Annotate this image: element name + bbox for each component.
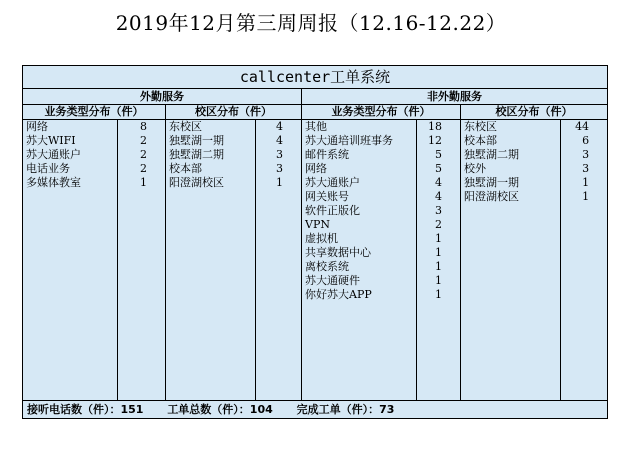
table-row xyxy=(23,330,608,344)
non-biz-label-cell: 苏大通账户 xyxy=(302,176,417,190)
ext-campus-label-cell xyxy=(166,246,256,260)
table-row xyxy=(23,232,608,246)
non-biz-count-cell: 4 xyxy=(417,190,461,204)
ext-biz-label-cell xyxy=(23,344,118,358)
table-row xyxy=(23,260,608,274)
table-row xyxy=(23,120,608,135)
ext-biz-count-cell: 8 xyxy=(118,120,166,135)
ext-campus-count-cell xyxy=(256,316,302,330)
ext-biz-count-cell xyxy=(118,386,166,401)
table-row xyxy=(23,176,608,190)
non-biz-label-cell xyxy=(302,316,417,330)
ext-biz-count-cell xyxy=(118,288,166,302)
ext-campus-label-cell: 独墅湖二期 xyxy=(166,148,256,162)
ext-biz-count-cell: 2 xyxy=(118,162,166,176)
ext-biz-label-cell: 苏大通账户 xyxy=(23,148,118,162)
non-campus-count-cell xyxy=(561,232,608,246)
ext-campus-count-cell: 4 xyxy=(256,120,302,135)
non-campus-count-cell xyxy=(561,316,608,330)
non-campus-count-cell: 1 xyxy=(561,190,608,204)
non-biz-label-cell: 共享数据中心 xyxy=(302,246,417,260)
table-row xyxy=(23,344,608,358)
non-campus-count-cell: 6 xyxy=(561,134,608,148)
ext-campus-label-cell: 校本部 xyxy=(166,162,256,176)
ext-campus-label-cell xyxy=(166,204,256,218)
ext-biz-label-cell: 苏大WIFI xyxy=(23,134,118,148)
ext-campus-label-cell: 阳澄湖校区 xyxy=(166,176,256,190)
ext-biz-label-cell xyxy=(23,218,118,232)
non-campus-count-cell xyxy=(561,260,608,274)
ext-campus-label-cell xyxy=(166,232,256,246)
table-row xyxy=(23,190,608,204)
tickets-completed: 完成工单（件）：73 xyxy=(296,403,395,416)
non-biz-count-cell: 5 xyxy=(417,148,461,162)
ext-campus-label-cell xyxy=(166,302,256,316)
ticket-total: 工单总数（件）：104 xyxy=(167,403,273,416)
non-biz-label-cell xyxy=(302,302,417,316)
non-biz-count-cell: 12 xyxy=(417,134,461,148)
non-biz-count-cell xyxy=(417,302,461,316)
group-non-external-header: 非外勤服务 xyxy=(302,89,608,105)
non-campus-label-cell xyxy=(461,288,561,302)
non-campus-label-cell: 校外 xyxy=(461,162,561,176)
non-campus-label-cell xyxy=(461,330,561,344)
table-row xyxy=(23,204,608,218)
ext-biz-label-cell xyxy=(23,302,118,316)
ext-biz-count-cell xyxy=(118,190,166,204)
non-campus-label-cell xyxy=(461,232,561,246)
non-biz-label-cell: VPN xyxy=(302,218,417,232)
ext-campus-label-cell: 独墅湖一期 xyxy=(166,134,256,148)
ext-biz-label-cell xyxy=(23,232,118,246)
non-campus-label-cell xyxy=(461,218,561,232)
ext-campus-label-cell xyxy=(166,358,256,372)
non-campus-count-cell xyxy=(561,302,608,316)
ext-campus-count-cell xyxy=(256,302,302,316)
ext-biz-count-cell xyxy=(118,316,166,330)
non-biz-label-cell: 虚拟机 xyxy=(302,232,417,246)
table-row xyxy=(23,386,608,401)
non-campus-count-cell: 44 xyxy=(561,120,608,135)
non-biz-label-cell xyxy=(302,386,417,401)
non-campus-count-cell xyxy=(561,246,608,260)
non-biz-count-cell: 1 xyxy=(417,288,461,302)
non-campus-count-cell xyxy=(561,358,608,372)
non-biz-count-cell xyxy=(417,344,461,358)
ext-biz-label-cell xyxy=(23,260,118,274)
table-row xyxy=(23,302,608,316)
ext-campus-label-cell xyxy=(166,330,256,344)
non-campus-label-cell: 阳澄湖校区 xyxy=(461,190,561,204)
non-biz-count-cell xyxy=(417,316,461,330)
ext-campus-label-cell xyxy=(166,260,256,274)
ext-biz-label-cell xyxy=(23,190,118,204)
non-campus-count-cell xyxy=(561,218,608,232)
table-row xyxy=(23,246,608,260)
ext-campus-header: 校区分布（件） xyxy=(166,105,302,120)
non-biz-count-cell xyxy=(417,372,461,386)
non-biz-count-cell xyxy=(417,358,461,372)
ext-biz-count-cell xyxy=(118,260,166,274)
ticket-summary-table xyxy=(22,65,608,419)
ext-campus-count-cell xyxy=(256,358,302,372)
non-biz-count-cell: 4 xyxy=(417,176,461,190)
ext-campus-count-cell: 4 xyxy=(256,134,302,148)
ext-campus-count-cell xyxy=(256,218,302,232)
non-campus-label-cell: 校本部 xyxy=(461,134,561,148)
ext-biz-count-cell: 2 xyxy=(118,134,166,148)
non-campus-count-cell xyxy=(561,372,608,386)
ext-campus-count-cell xyxy=(256,330,302,344)
ext-campus-count-cell: 3 xyxy=(256,162,302,176)
non-campus-count-cell: 3 xyxy=(561,162,608,176)
system-header: callcenter工单系统 xyxy=(23,66,608,89)
ext-campus-count-cell xyxy=(256,246,302,260)
table-row xyxy=(23,274,608,288)
ext-campus-label-cell xyxy=(166,344,256,358)
group-external-header: 外勤服务 xyxy=(23,89,302,105)
ext-biz-label-cell xyxy=(23,246,118,260)
non-biz-label-cell: 苏大通培训班事务 xyxy=(302,134,417,148)
non-campus-label-cell xyxy=(461,204,561,218)
ext-campus-count-cell xyxy=(256,204,302,218)
ext-campus-count-cell xyxy=(256,260,302,274)
non-campus-label-cell xyxy=(461,316,561,330)
ext-biz-count-cell xyxy=(118,274,166,288)
ext-campus-label-cell xyxy=(166,190,256,204)
ext-campus-label-cell xyxy=(166,274,256,288)
ext-campus-count-cell xyxy=(256,190,302,204)
non-biz-count-cell xyxy=(417,386,461,401)
table-row xyxy=(23,148,608,162)
ext-biz-label-cell xyxy=(23,316,118,330)
ext-biz-type-header: 业务类型分布（件） xyxy=(23,105,166,120)
ext-biz-count-cell: 2 xyxy=(118,148,166,162)
ext-biz-label-cell xyxy=(23,274,118,288)
ext-campus-count-cell: 3 xyxy=(256,148,302,162)
non-biz-count-cell xyxy=(417,330,461,344)
calls-count: 接听电话数（件）：151 xyxy=(27,403,144,416)
non-biz-type-header: 业务类型分布（件） xyxy=(302,105,461,120)
table-row xyxy=(23,218,608,232)
table-row xyxy=(23,134,608,148)
non-biz-label-cell: 苏大通硬件 xyxy=(302,274,417,288)
non-biz-label-cell: 邮件系统 xyxy=(302,148,417,162)
ext-campus-count-cell xyxy=(256,344,302,358)
ext-biz-count-cell xyxy=(118,204,166,218)
non-campus-count-cell xyxy=(561,344,608,358)
ext-biz-count-cell xyxy=(118,218,166,232)
summary-footer xyxy=(23,401,608,419)
table-row xyxy=(23,162,608,176)
ext-campus-count-cell: 1 xyxy=(256,176,302,190)
ext-campus-count-cell xyxy=(256,288,302,302)
non-campus-label-cell xyxy=(461,274,561,288)
non-biz-count-cell: 5 xyxy=(417,162,461,176)
non-campus-count-cell xyxy=(561,330,608,344)
ext-campus-count-cell xyxy=(256,232,302,246)
table-row xyxy=(23,288,608,302)
non-biz-count-cell: 1 xyxy=(417,246,461,260)
ext-biz-label-cell xyxy=(23,204,118,218)
non-campus-count-cell xyxy=(561,274,608,288)
ext-biz-label-cell xyxy=(23,386,118,401)
non-biz-label-cell xyxy=(302,358,417,372)
non-biz-count-cell: 18 xyxy=(417,120,461,135)
ext-biz-label-cell: 多媒体教室 xyxy=(23,176,118,190)
non-biz-count-cell: 1 xyxy=(417,260,461,274)
ext-biz-count-cell xyxy=(118,330,166,344)
ext-campus-count-cell xyxy=(256,386,302,401)
non-campus-count-cell xyxy=(561,288,608,302)
report-title: 2019年12月第三周周报（12.16-12.22） xyxy=(115,11,507,35)
non-campus-label-cell: 独墅湖一期 xyxy=(461,176,561,190)
table-row xyxy=(23,316,608,330)
ext-biz-count-cell xyxy=(118,302,166,316)
non-biz-label-cell: 软件正版化 xyxy=(302,204,417,218)
ext-campus-label-cell xyxy=(166,386,256,401)
non-campus-header: 校区分布（件） xyxy=(461,105,608,120)
non-campus-label-cell xyxy=(461,344,561,358)
ext-campus-count-cell xyxy=(256,274,302,288)
ext-biz-count-cell xyxy=(118,232,166,246)
non-biz-count-cell: 1 xyxy=(417,232,461,246)
non-biz-label-cell: 你好苏大APP xyxy=(302,288,417,302)
non-campus-label-cell xyxy=(461,302,561,316)
non-campus-count-cell xyxy=(561,386,608,401)
non-biz-label-cell: 网关账号 xyxy=(302,190,417,204)
ext-biz-label-cell xyxy=(23,330,118,344)
non-campus-label-cell: 独墅湖二期 xyxy=(461,148,561,162)
non-biz-label-cell: 网络 xyxy=(302,162,417,176)
ext-campus-label-cell xyxy=(166,288,256,302)
non-biz-label-cell: 离校系统 xyxy=(302,260,417,274)
ext-campus-label-cell xyxy=(166,316,256,330)
table-row xyxy=(23,372,608,386)
ext-campus-count-cell xyxy=(256,372,302,386)
table-row xyxy=(23,358,608,372)
ext-biz-label-cell: 网络 xyxy=(23,120,118,135)
ext-campus-label-cell xyxy=(166,218,256,232)
non-campus-label-cell xyxy=(461,358,561,372)
non-biz-count-cell: 2 xyxy=(417,218,461,232)
ext-biz-count-cell xyxy=(118,246,166,260)
non-campus-count-cell: 3 xyxy=(561,148,608,162)
non-biz-label-cell: 其他 xyxy=(302,120,417,135)
non-campus-label-cell: 东校区 xyxy=(461,120,561,135)
non-campus-count-cell xyxy=(561,204,608,218)
non-campus-count-cell: 1 xyxy=(561,176,608,190)
non-biz-label-cell xyxy=(302,330,417,344)
non-campus-label-cell xyxy=(461,386,561,401)
ext-campus-label-cell xyxy=(166,372,256,386)
non-campus-label-cell xyxy=(461,260,561,274)
non-campus-label-cell xyxy=(461,372,561,386)
ext-biz-count-cell xyxy=(118,358,166,372)
ext-biz-count-cell: 1 xyxy=(118,176,166,190)
non-biz-count-cell: 1 xyxy=(417,274,461,288)
ext-biz-count-cell xyxy=(118,372,166,386)
ext-campus-label-cell: 东校区 xyxy=(166,120,256,135)
ext-biz-count-cell xyxy=(118,344,166,358)
non-biz-count-cell: 3 xyxy=(417,204,461,218)
ext-biz-label-cell xyxy=(23,372,118,386)
ext-biz-label-cell xyxy=(23,288,118,302)
ext-biz-label-cell: 电话业务 xyxy=(23,162,118,176)
non-biz-label-cell xyxy=(302,344,417,358)
ext-biz-label-cell xyxy=(23,358,118,372)
non-biz-label-cell xyxy=(302,372,417,386)
non-campus-label-cell xyxy=(461,246,561,260)
